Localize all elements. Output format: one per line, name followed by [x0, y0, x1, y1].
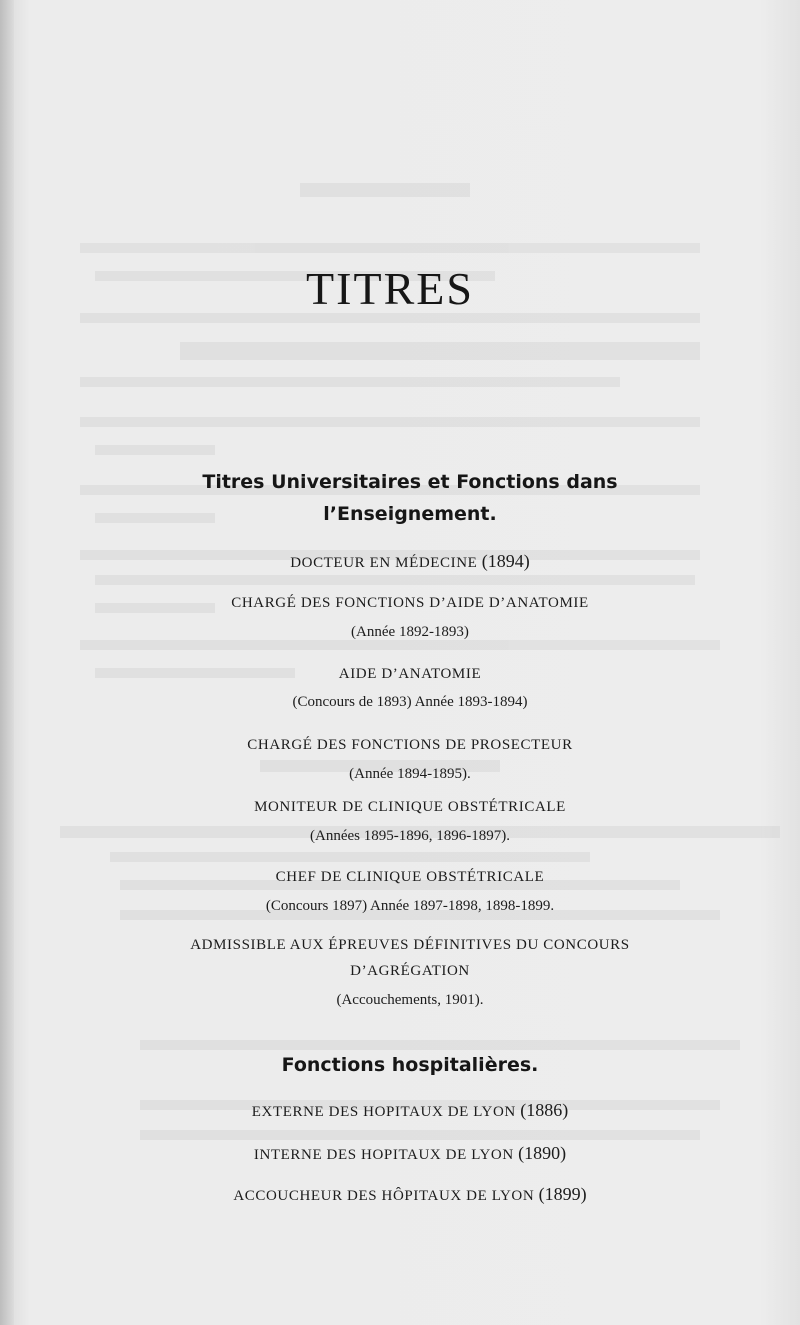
entry-docteur-text: DOCTEUR EN MÉDECINE [290, 555, 478, 571]
entry-aide-anatomie-charge: CHARGÉ DES FONCTIONS D’AIDE D’ANATOMIE [231, 595, 589, 611]
entry-interne-year: (1890) [518, 1143, 567, 1163]
entry-accoucheur [60, 1184, 760, 1205]
entry-chef-clinique: CHEF DE CLINIQUE OBSTÉTRICALE [275, 869, 545, 885]
entry-aide-anatomie-years: (Concours de 1893) Année 1893-1894) [292, 694, 528, 710]
entry-externe-year: (1886) [520, 1100, 569, 1120]
entry-chef-clinique-years: (Concours 1897) Année 1897-1898, 1898-1899. [265, 898, 555, 914]
page-title: TITRES [306, 263, 474, 314]
entry-admissible: ADMISSIBLE AUX ÉPREUVES DÉFINITIVES DU CONCOURS [190, 937, 630, 953]
entry-aide-anatomie-charge-years: (Année 1892-1893) [351, 624, 469, 640]
entry-accoucheur-year: (1899) [538, 1184, 587, 1204]
section-heading-titres-line2: l’Enseignement. [323, 503, 497, 525]
entry-interne [60, 1143, 760, 1164]
entry-prosecteur-years: (Année 1894-1895). [349, 766, 471, 782]
section-heading-titres-line1: Titres Universitaires et Fonctions dans [202, 471, 618, 493]
entry-agregation-years: (Accouchements, 1901). [336, 992, 484, 1008]
entry-externe [60, 1100, 760, 1121]
entry-aide-anatomie: AIDE D’ANATOMIE [338, 666, 482, 682]
page-edge-shadow [0, 0, 14, 1325]
entry-agregation: D’AGRÉGATION [350, 963, 470, 979]
entry-externe-text: EXTERNE DES HOPITAUX DE LYON [251, 1104, 516, 1120]
entry-docteur [60, 551, 760, 572]
entry-interne-text: INTERNE DES HOPITAUX DE LYON [253, 1147, 514, 1163]
entry-accoucheur-text: ACCOUCHEUR DES HÔPITAUX DE LYON [233, 1188, 535, 1204]
entry-docteur-year: (1894) [481, 551, 530, 571]
entry-prosecteur: CHARGÉ DES FONCTIONS DE PROSECTEUR [247, 737, 573, 753]
entry-moniteur-years: (Années 1895-1896, 1896-1897). [310, 828, 510, 844]
entry-moniteur: MONITEUR DE CLINIQUE OBSTÉTRICALE [254, 799, 566, 815]
section-heading-hospitalieres: Fonctions hospitalières. [281, 1054, 539, 1076]
